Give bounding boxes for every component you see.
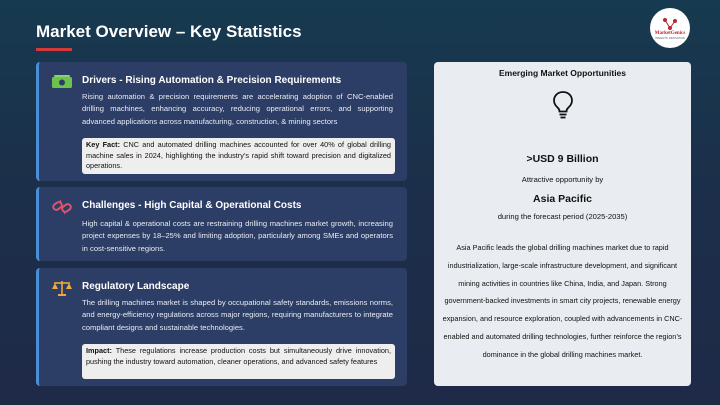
- opportunity-description: Asia Pacific leads the global drilling machines market due to rapid industrialization, large-scale infrastructure development, and significant mining activities in countries like China, India, and Japan. Strong government-backed investments in smart city projects, renewable energy expansion, and resource exploration, coupled with advancements in CNC-enabled and automated drilling technologies, further reinforce the region’s dominance in the global drilling machines market.: [442, 243, 683, 359]
- opportunity-value: >USD 9 Billion: [526, 153, 599, 165]
- logo-tagline: INSIGHTS. INNOVATION: [655, 36, 685, 40]
- opportunities-header: Emerging Market Opportunities: [498, 68, 627, 78]
- regulatory-text: The drilling machines market is shaped by occupational safety standards, emissions norms, and energy-efficiency regulations across major regions, requiring manufacturers to integrate compliant designs and sustainable technologies.: [82, 298, 393, 332]
- broken-link-icon: [51, 198, 73, 216]
- opportunities-panel: [434, 62, 691, 386]
- challenges-title: Challenges - High Capital & Operational Costs: [82, 200, 302, 211]
- drivers-text: Rising automation & precision requirements are accelerating adoption of CNC-enabled drilling machines, enhancing accuracy, reducing operational errors, and supporting advanced applications across manufacturing, construction, & mining sectors: [82, 92, 393, 126]
- key-fact-box: [82, 138, 395, 174]
- lightbulb-icon: [551, 90, 575, 120]
- logo-name: MarketGenics: [654, 30, 686, 36]
- drivers-card: [36, 62, 407, 181]
- money-icon: [51, 73, 73, 91]
- opportunity-caption: Attractive opportunity by: [521, 175, 604, 184]
- title-underline: [36, 48, 72, 51]
- company-logo: [650, 8, 690, 48]
- drivers-title: Drivers - Rising Automation & Precision Requirements: [82, 75, 342, 86]
- scales-icon: [51, 279, 73, 297]
- forecast-period: during the forecast period (2025-2035): [497, 212, 628, 221]
- regulatory-card: [36, 268, 407, 386]
- impact-label: Impact:: [86, 346, 112, 355]
- opportunity-region: Asia Pacific: [533, 193, 592, 205]
- challenges-card: [36, 187, 407, 261]
- key-fact-label: Key Fact:: [86, 140, 121, 149]
- network-icon: [662, 17, 678, 31]
- challenges-text: High capital & operational costs are restraining drilling machines market growth, increasing project expenses by 18–25% and limiting adoption, particularly among SMEs and operators in cost-sensitive regions.: [82, 219, 393, 253]
- page-title: Market Overview – Key Statistics: [36, 22, 302, 41]
- impact-text: These regulations increase production costs but simultaneously drive innovation, pushing the industry toward automation, cleaner operations, and advanced safety features: [86, 346, 391, 366]
- key-fact-text: CNC and automated drilling machines accounted for over 40% of global drilling machine sales in 2024, highlighting the industry’s rapid shift toward precision and digitalized operations.: [86, 140, 391, 170]
- regulatory-title: Regulatory Landscape: [82, 281, 190, 292]
- impact-box: [82, 344, 395, 379]
